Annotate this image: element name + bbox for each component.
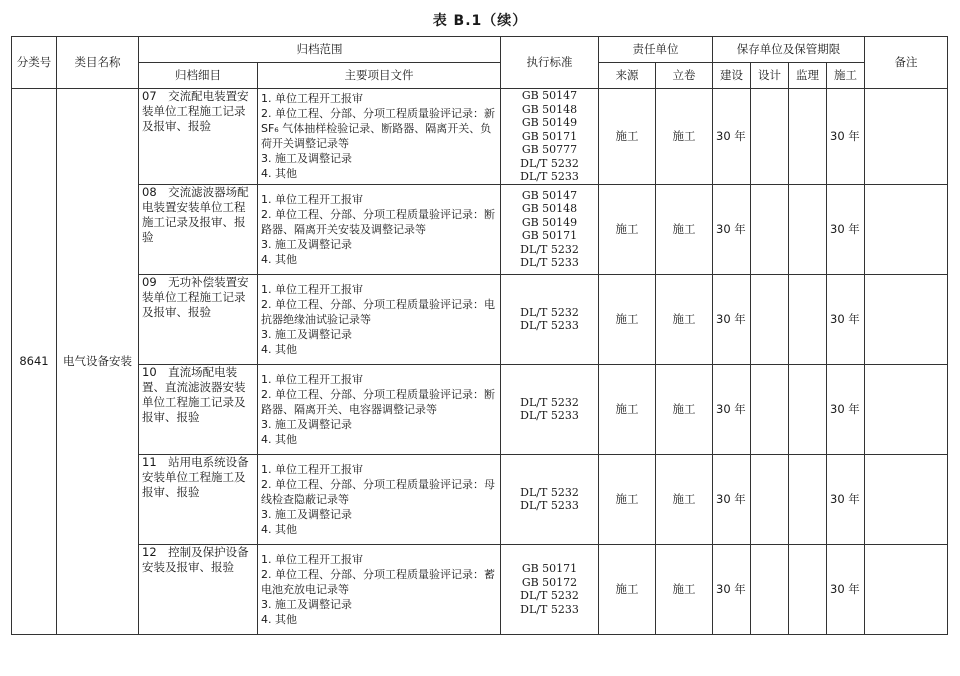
source-cell: 施工 bbox=[599, 454, 656, 544]
file-item: 1. 单位工程开工报审 bbox=[261, 192, 363, 206]
note-cell bbox=[865, 89, 948, 185]
table-row bbox=[12, 184, 948, 274]
supervise-period-cell bbox=[789, 364, 827, 454]
standard-item: DL/T 5232 bbox=[520, 242, 579, 256]
source-cell: 施工 bbox=[599, 544, 656, 634]
design-period-cell bbox=[751, 364, 789, 454]
archive-cell: 施工 bbox=[656, 454, 713, 544]
standard-item: DL/T 5232 bbox=[520, 156, 579, 170]
construct-period-cell: 30 年 bbox=[827, 544, 865, 634]
file-item: 1. 单位工程开工报审 bbox=[261, 462, 363, 476]
detail-cell: 07 交流配电装置安装单位工程施工记录及报审、报验 bbox=[139, 89, 258, 185]
standard-item: DL/T 5233 bbox=[520, 409, 579, 422]
header-retention: 保存单位及保管期限 bbox=[713, 37, 865, 63]
table-row bbox=[12, 89, 948, 185]
file-item: 4. 其他 bbox=[261, 167, 297, 181]
header-responsible: 责任单位 bbox=[599, 37, 713, 63]
standard-item: GB 50148 bbox=[521, 102, 578, 116]
standards-cell bbox=[501, 544, 599, 634]
archive-cell: 施工 bbox=[656, 544, 713, 634]
file-item: 3. 施工及调整记录 bbox=[261, 327, 352, 341]
standard-item: DL/T 5233 bbox=[520, 319, 579, 332]
file-item: 2. 单位工程、分部、分项工程质量验评记录：蓄电池充放电记录等 bbox=[261, 567, 495, 596]
build-period-cell: 30 年 bbox=[713, 184, 751, 274]
table-caption: 表 B.1（续） bbox=[432, 13, 528, 29]
files-cell bbox=[258, 89, 501, 185]
standards-cell bbox=[501, 89, 599, 185]
build-period-cell: 30 年 bbox=[713, 89, 751, 185]
table-body bbox=[12, 89, 948, 635]
detail-cell: 08 交流滤波器场配电装置安装单位工程施工记录及报审、报验 bbox=[139, 184, 258, 274]
build-period-cell: 30 年 bbox=[713, 364, 751, 454]
files-cell bbox=[258, 364, 501, 454]
standard-item: GB 50147 bbox=[521, 89, 578, 102]
header-note: 备注 bbox=[865, 37, 948, 89]
header-category: 类目名称 bbox=[57, 37, 139, 89]
header-standard: 执行标准 bbox=[501, 37, 599, 89]
standard-item: GB 50147 bbox=[521, 188, 578, 202]
standard-item: DL/T 5233 bbox=[520, 499, 579, 512]
header-archive: 立卷 bbox=[656, 63, 713, 89]
standard-item: GB 50171 bbox=[521, 129, 578, 143]
standard-item: GB 50171 bbox=[521, 562, 578, 575]
archive-cell: 施工 bbox=[656, 364, 713, 454]
construct-period-cell: 30 年 bbox=[827, 454, 865, 544]
file-item: 2. 单位工程、分部、分项工程质量验评记录：断路器、隔离开关安装及调整记录等 bbox=[261, 207, 495, 236]
file-item: 2. 单位工程、分部、分项工程质量验评记录：电抗器绝缘油试验记录等 bbox=[261, 297, 495, 326]
header-scope: 归档范围 bbox=[139, 37, 501, 63]
design-period-cell bbox=[751, 184, 789, 274]
file-item: 3. 施工及调整记录 bbox=[261, 417, 352, 431]
file-item: 3. 施工及调整记录 bbox=[261, 237, 352, 251]
archive-cell: 施工 bbox=[656, 89, 713, 185]
file-item: 4. 其他 bbox=[261, 522, 297, 536]
table-row bbox=[12, 544, 948, 634]
file-item: 2. 单位工程、分部、分项工程质量验评记录：母线检查隐蔽记录等 bbox=[261, 477, 495, 506]
file-item: 3. 施工及调整记录 bbox=[261, 507, 352, 521]
supervise-period-cell bbox=[789, 184, 827, 274]
standard-item: GB 50171 bbox=[521, 229, 578, 242]
file-item: 4. 其他 bbox=[261, 432, 297, 446]
standards-cell bbox=[501, 454, 599, 544]
files-cell bbox=[258, 454, 501, 544]
header-construct: 施工 bbox=[827, 63, 865, 89]
file-item: 1. 单位工程开工报审 bbox=[261, 372, 363, 386]
standard-item: GB 50172 bbox=[521, 575, 578, 589]
note-cell bbox=[865, 184, 948, 274]
file-item: 3. 施工及调整记录 bbox=[261, 152, 352, 166]
standard-item: DL/T 5232 bbox=[520, 589, 579, 602]
file-item: 1. 单位工程开工报审 bbox=[261, 282, 363, 296]
source-cell: 施工 bbox=[599, 364, 656, 454]
files-cell bbox=[258, 544, 501, 634]
design-period-cell bbox=[751, 544, 789, 634]
construct-period-cell: 30 年 bbox=[827, 274, 865, 364]
build-period-cell: 30 年 bbox=[713, 274, 751, 364]
source-cell: 施工 bbox=[599, 274, 656, 364]
standard-item: GB 50777 bbox=[521, 143, 578, 156]
supervise-period-cell bbox=[789, 544, 827, 634]
standards-cell bbox=[501, 364, 599, 454]
design-period-cell bbox=[751, 274, 789, 364]
design-period-cell bbox=[751, 454, 789, 544]
supervise-period-cell bbox=[789, 89, 827, 185]
note-cell bbox=[865, 454, 948, 544]
construct-period-cell: 30 年 bbox=[827, 89, 865, 185]
detail-cell: 10 直流场配电装置、直流滤波器安装单位工程施工记录及报审、报验 bbox=[139, 364, 258, 454]
header-design: 设计 bbox=[751, 63, 789, 89]
standard-item: DL/T 5233 bbox=[520, 602, 579, 616]
category-code: 8641 bbox=[12, 89, 57, 635]
header-detail: 归档细目 bbox=[139, 63, 258, 89]
header-build: 建设 bbox=[713, 63, 751, 89]
file-item: 4. 其他 bbox=[261, 342, 297, 356]
note-cell bbox=[865, 364, 948, 454]
note-cell bbox=[865, 544, 948, 634]
file-item: 1. 单位工程开工报审 bbox=[261, 92, 363, 106]
build-period-cell: 30 年 bbox=[713, 544, 751, 634]
design-period-cell bbox=[751, 89, 789, 185]
category-name: 电气设备安装 bbox=[57, 89, 139, 635]
construct-period-cell: 30 年 bbox=[827, 364, 865, 454]
header-supervise: 监理 bbox=[789, 63, 827, 89]
table-row bbox=[12, 454, 948, 544]
archive-table bbox=[11, 36, 948, 635]
file-item: 1. 单位工程开工报审 bbox=[261, 552, 363, 566]
header-source: 来源 bbox=[599, 63, 656, 89]
standard-item: DL/T 5232 bbox=[520, 485, 579, 499]
construct-period-cell: 30 年 bbox=[827, 184, 865, 274]
standard-item: GB 50149 bbox=[521, 116, 578, 129]
file-item: 4. 其他 bbox=[261, 612, 297, 626]
supervise-period-cell bbox=[789, 274, 827, 364]
source-cell: 施工 bbox=[599, 89, 656, 185]
source-cell: 施工 bbox=[599, 184, 656, 274]
standards-cell bbox=[501, 184, 599, 274]
archive-cell: 施工 bbox=[656, 184, 713, 274]
header-files: 主要项目文件 bbox=[258, 63, 501, 89]
detail-cell: 11 站用电系统设备安装单位工程施工及报审、报验 bbox=[139, 454, 258, 544]
standard-item: GB 50149 bbox=[521, 215, 578, 229]
detail-cell: 12 控制及保护设备安装及报审、报验 bbox=[139, 544, 258, 634]
standard-item: GB 50148 bbox=[521, 202, 578, 215]
standard-item: DL/T 5233 bbox=[520, 256, 579, 269]
standard-item: DL/T 5233 bbox=[520, 170, 579, 183]
header-code: 分类号 bbox=[12, 37, 57, 89]
archive-cell: 施工 bbox=[656, 274, 713, 364]
files-cell bbox=[258, 184, 501, 274]
detail-cell: 09 无功补偿装置安装单位工程施工记录及报审、报验 bbox=[139, 274, 258, 364]
build-period-cell: 30 年 bbox=[713, 454, 751, 544]
supervise-period-cell bbox=[789, 454, 827, 544]
standards-cell bbox=[501, 274, 599, 364]
standard-item: DL/T 5232 bbox=[520, 305, 579, 319]
files-cell bbox=[258, 274, 501, 364]
file-item: 4. 其他 bbox=[261, 252, 297, 266]
standard-item: DL/T 5232 bbox=[520, 395, 579, 409]
note-cell bbox=[865, 274, 948, 364]
file-item: 2. 单位工程、分部、分项工程质量验评记录：断路器、隔离开关、电容器调整记录等 bbox=[261, 387, 495, 416]
table-row bbox=[12, 364, 948, 454]
table-row bbox=[12, 274, 948, 364]
file-item: 3. 施工及调整记录 bbox=[261, 597, 352, 611]
file-item: 2. 单位工程、分部、分项工程质量验评记录：新 SF₆ 气体抽样检验记录、断路器、隔离开关、负荷开关调整记录等 bbox=[261, 107, 495, 151]
